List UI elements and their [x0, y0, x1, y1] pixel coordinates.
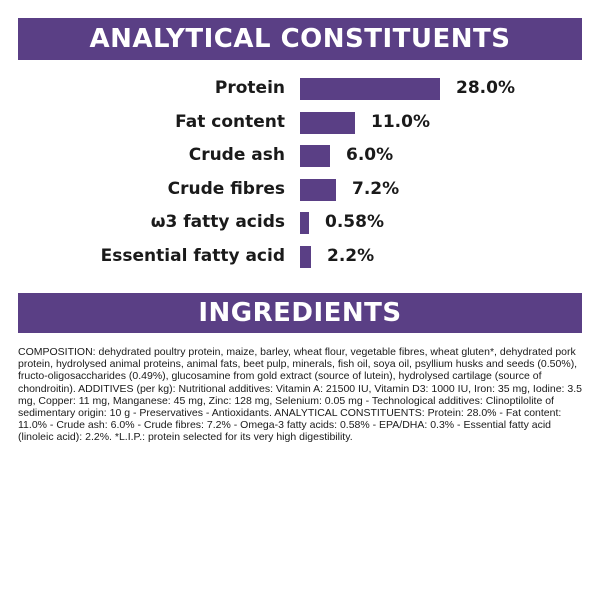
constituent-bar	[300, 212, 309, 234]
constituent-value: 6.0%	[346, 145, 394, 165]
constituent-row-crude-ash	[0, 139, 600, 173]
constituent-value: 2.2%	[327, 245, 375, 266]
constituent-row-fat-content	[0, 106, 600, 140]
constituent-label: Crude fibres	[167, 178, 285, 199]
constituent-value: 11.0%	[371, 111, 430, 132]
constituent-value: 28.0%	[456, 78, 515, 98]
constituent-label: ω3 fatty acids	[150, 212, 285, 232]
constituent-label: Essential fatty acid	[100, 245, 285, 266]
constituent-value: 7.2%	[352, 178, 400, 199]
composition-text: COMPOSITION: dehydrated poultry protein, maize, barley, wheat flour, vegetable fibres, wheat gluten*, dehydrated pork protein, hydrolysed animal proteins, animal fats, beet pulp, minerals, fish oil, soya oil, psyllium husks and seeds (0.50%), fructo-oligosaccharides (0.49%), glucosamine from gold extract (source of lutein), hydrolysed cartilage (source of chondroitin). ADDITIVES (per kg): Nutritional additives: Vitamin A: 21500 IU, Vitamin D3: 1000 IU, Iron: 35 mg, Iodine: 3.5 mg, Copper: 11 mg, Manganese: 45 mg, Zinc: 128 mg, Selenium: 0.05 mg - Technological additives: Clinoptilolite of sedimentary origin: 10 g - Preservatives - Antioxidants. ANALYTICAL CONSTITUENTS: Protein: 28.0% - Fat content: 11.0% - Crude ash: 6.0% - Crude fibres: 7.2% - Omega-3 fatty acids: 0.58% - EPA/DHA: 0.3% - Essential fatty acid (linoleic acid): 2.2%. *L.I.P.: protein selected for its very high digestibility.	[18, 346, 582, 444]
constituent-label: Crude ash	[188, 145, 285, 165]
constituent-bar	[300, 246, 311, 268]
constituent-row-crude-fibres	[0, 173, 600, 207]
constituent-bar	[300, 179, 336, 201]
constituent-row-essential-fatty-acid	[0, 240, 600, 274]
constituent-row-protein	[0, 72, 600, 106]
constituent-value: 0.58%	[325, 212, 384, 232]
constituent-bar	[300, 78, 440, 100]
constituent-label: Fat content	[175, 111, 285, 132]
ingredients-header: INGREDIENTS	[18, 293, 582, 333]
constituent-label: Protein	[214, 78, 285, 98]
constituent-bar	[300, 112, 355, 134]
constituent-row-omega3	[0, 206, 600, 240]
analytical-constituents-header: ANALYTICAL CONSTITUENTS	[18, 18, 582, 60]
analytical-constituents-list	[0, 72, 600, 273]
constituent-bar	[300, 145, 330, 167]
